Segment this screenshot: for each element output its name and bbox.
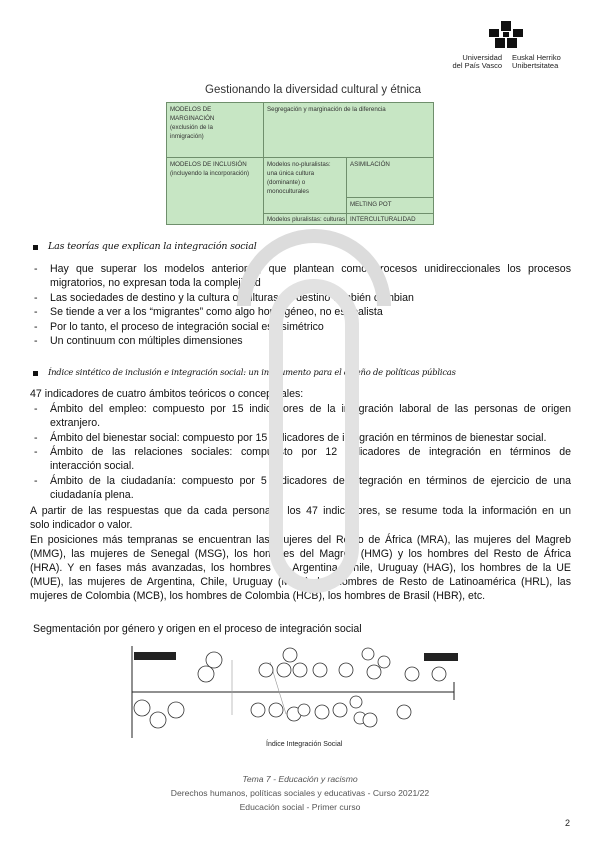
university-name-spanish: Universidad del País Vasco (452, 53, 502, 70)
page-number: 2 (565, 818, 571, 828)
section-bullet-icon (33, 371, 38, 376)
footer-topic: Tema 7 - Educación y racismo (242, 774, 358, 784)
list-item: Un continuum con múltiples dimensiones (50, 335, 243, 347)
segmentation-title: Segmentación por género y origen en el proceso de integración social (33, 623, 362, 635)
table-cell-marginacion: MODELOS DE MARGINACIÓN (exclusión de la inmigración) (170, 106, 215, 140)
university-logo-icon (489, 21, 523, 51)
section-heading-teorias: Las teorías que explican la integración social (48, 241, 257, 252)
section-bullet-icon (33, 245, 38, 250)
watermark-icon (224, 226, 404, 616)
list-item: Ámbito del empleo: compuesto por 15 indicadores de la integración laboral de las personas de origen extranjero. (50, 403, 571, 429)
table-cell-inclusion: MODELOS DE INCLUSIÓN (incluyendo la incorporación) (170, 161, 250, 177)
dash-icon: - (34, 446, 38, 458)
list-item: Por lo tanto, el proceso de integración social es asimétrico (50, 321, 324, 333)
table-cell-pluralistas: Modelos pluralistas: culturas (267, 216, 346, 223)
table-title: Gestionando la diversidad cultural y étnica (205, 84, 422, 96)
list-item: Ámbito de las relaciones sociales: compuesto por 12 indicadores de integración en términos de interacción social. (50, 446, 571, 472)
university-name-basque: Euskal Herriko Unibertsitatea (512, 53, 561, 70)
list-item: Ámbito del bienestar social: compuesto por 15 indicadores de integración en términos de bienestar social. (50, 432, 547, 444)
table-cell-melting-pot: MELTING POT (350, 201, 392, 208)
diagram-axis-label: Índice Integración Social (266, 741, 343, 748)
dash-icon: - (34, 475, 38, 487)
list-item: Las sociedades de destino y la cultura o culturas de destino también cambian (50, 292, 414, 304)
list-item: Hay que superar los modelos anteriores, que plantean como procesos unidireccionales los procesos migratorios, no expresan toda la complejidad (50, 263, 571, 289)
list-item: Ámbito de la ciudadanía: compuesto por 5 indicadores de integración en términos de ejercicio de una ciudadanía plena. (50, 475, 571, 501)
dash-icon: - (34, 432, 38, 444)
segmentation-diagram (124, 640, 460, 750)
table-cell-segregacion: Segregación y marginación de la diferencia (267, 106, 386, 113)
diversity-models-table (166, 102, 434, 225)
dash-icon: - (34, 321, 38, 333)
table-cell-interculturalidad: INTERCULTURALIDAD (350, 216, 416, 223)
dash-icon: - (34, 292, 38, 304)
table-cell-no-pluralistas: Modelos no-pluralistas: una única cultura (dominante) o monoculturales (267, 161, 331, 195)
footer-degree: Educación social - Primer curso (239, 802, 361, 812)
footer-course: Derechos humanos, políticas sociales y educativas - Curso 2021/22 (170, 788, 430, 798)
dash-icon: - (34, 306, 38, 318)
paragraph-resumen: A partir de las respuestas que da cada persona a los 47 indicadores, se resume toda la información en un solo indicador o valor. (30, 505, 571, 531)
dash-icon: - (34, 335, 38, 347)
paragraph-posiciones: En posiciones más tempranas se encuentran las mujeres del Resto de África (MRA), las mujeres del Magreb (MMG), las mujeres de Senegal (MSG), los hombres del Magreb (HMG) y los hombres del Resto de África (HRA). Y en fases más avanzadas, los hombres de Argentina, Chile, Uruguay (HAG), los hombres de la UE (MUE), las mujeres de Argentina, Chile, Uruguay (MAG), los hombres de Resto de Latinoamérica (HRL), las mujeres de Colombia (MCB), los hombres de Colombia (HCB), los hombres de Brasil (HBR), etc. (30, 534, 571, 602)
paragraph-intro: 47 indicadores de cuatro ámbitos teóricos o conceptuales: (30, 388, 304, 400)
dash-icon: - (34, 403, 38, 415)
table-cell-asimilacion: ASIMILACIÓN (350, 161, 390, 168)
section-heading-indice: Índice sintético de inclusión e integración social: un instrumento para el diseño de políticas públicas (48, 367, 456, 377)
diagram-label-advanced: Fase Avanzada (426, 642, 464, 648)
dash-icon: - (34, 263, 38, 275)
diagram-label-early: Fase Temprana (130, 641, 169, 647)
list-item: Se tiende a ver a los “migrantes” como algo homogéneo, no es realista (50, 306, 383, 318)
